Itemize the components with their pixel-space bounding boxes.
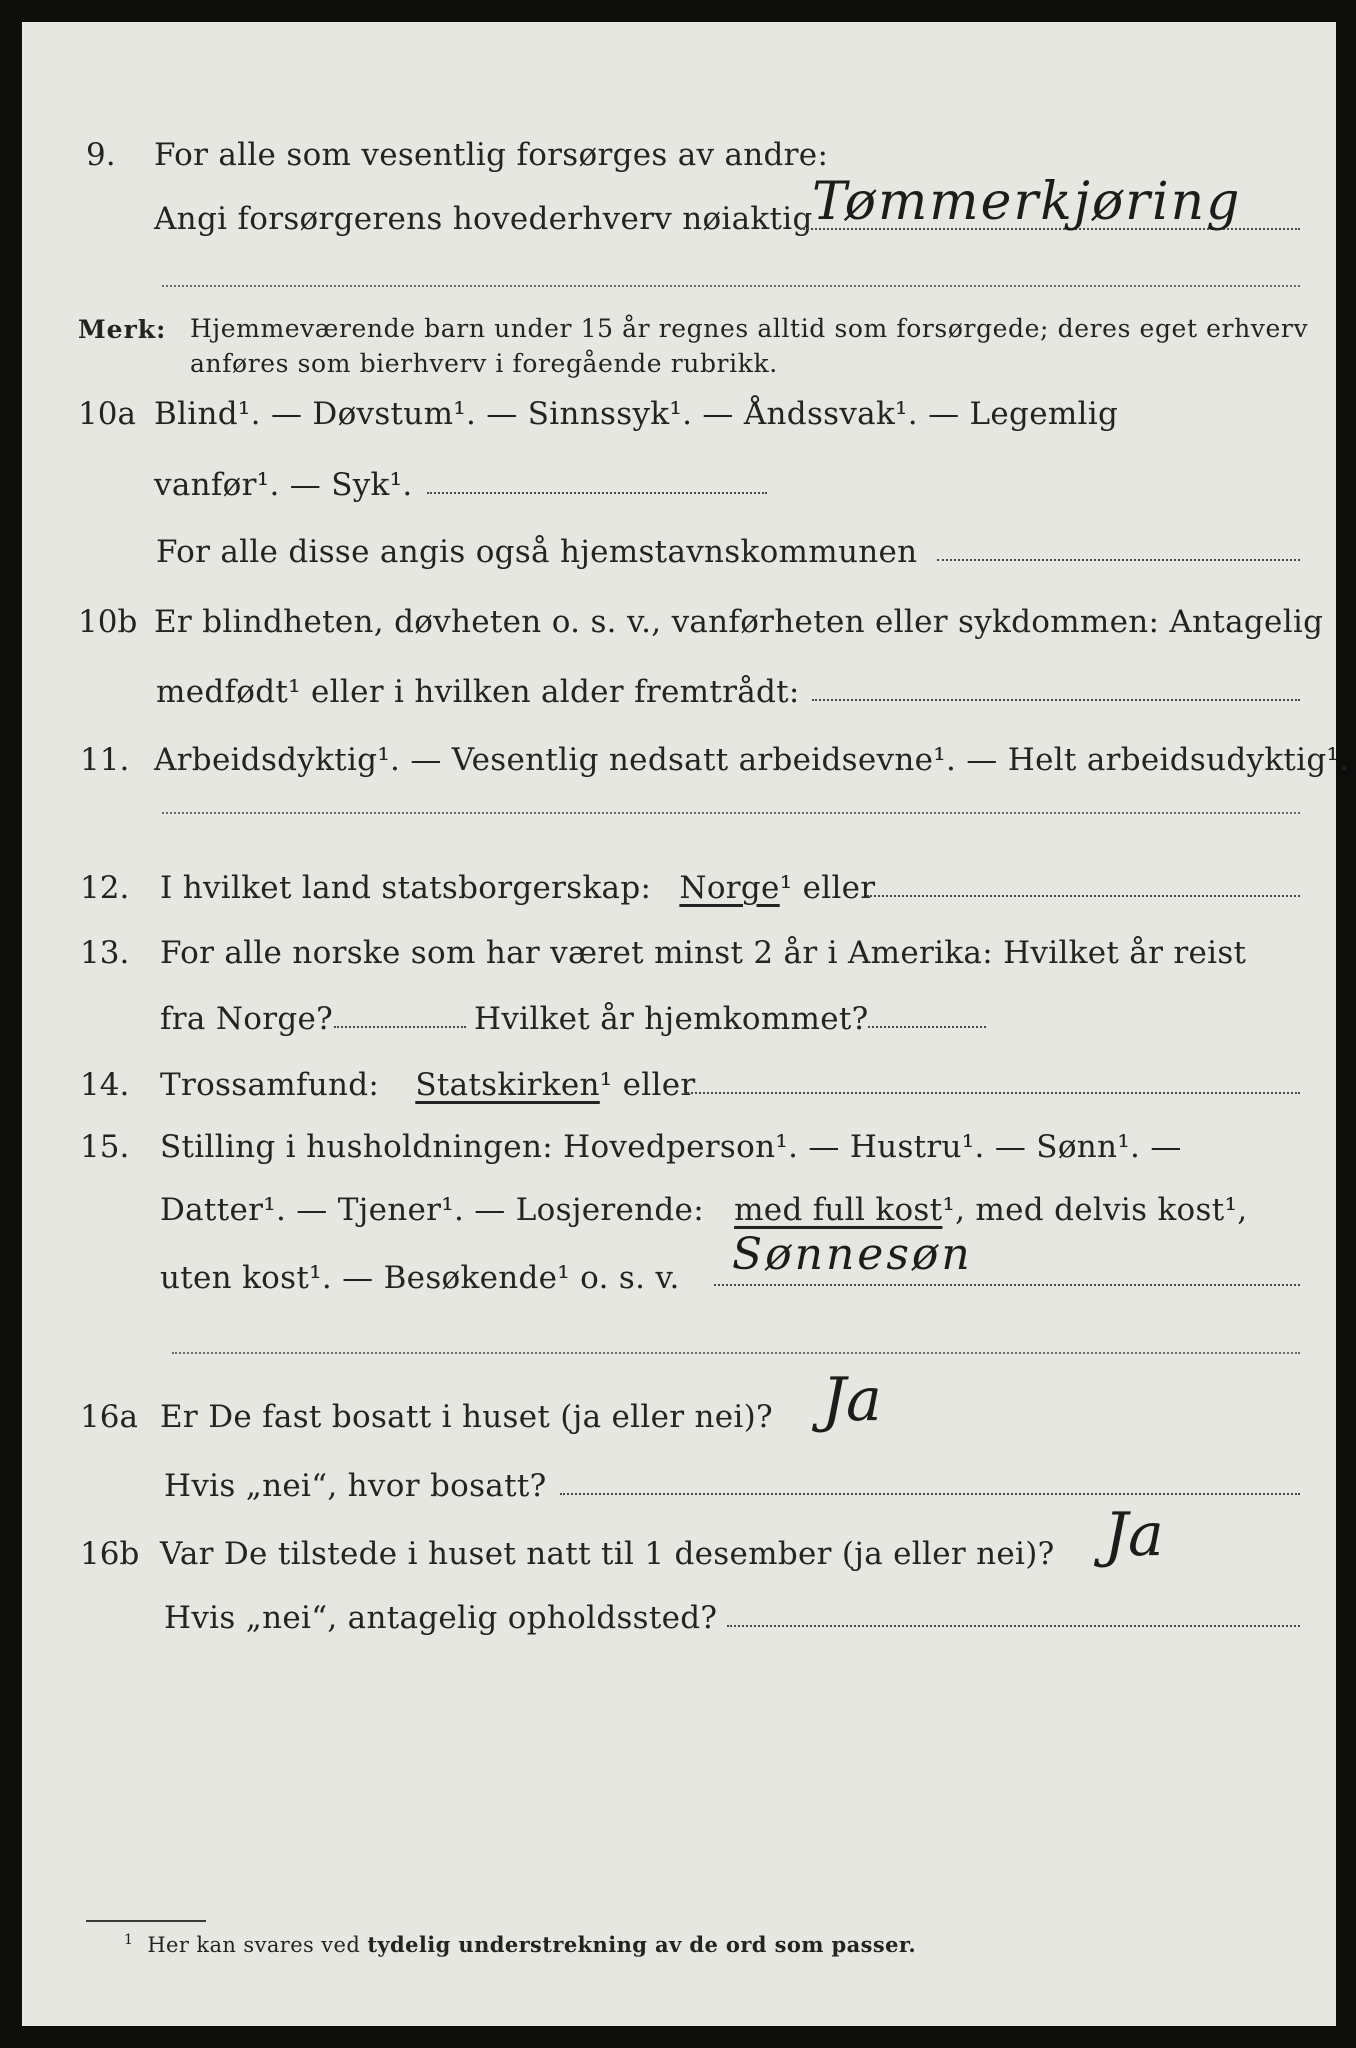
- q10a-line1: Blind¹. — Døvstum¹. — Sinnssyk¹. — Åndssvak¹. — Legemlig: [154, 396, 1119, 432]
- footnote-marker: 1: [124, 1932, 134, 1948]
- q16a-number: 16a: [80, 1399, 138, 1435]
- q13-reist-line: [334, 1026, 466, 1028]
- q16b-line1: Var De tilstede i huset natt til 1 desember (ja eller nei)?: [160, 1536, 1055, 1572]
- q15-answer-line: [714, 1284, 1300, 1286]
- q16b-number: 16b: [80, 1536, 140, 1572]
- q14-underlined-statskirken: Statskirken: [415, 1067, 600, 1103]
- q15-line2-end: ¹, med delvis kost¹,: [942, 1192, 1248, 1228]
- q14-tail: ¹ eller: [599, 1067, 696, 1103]
- q10a-syk-line: [427, 492, 767, 494]
- merk-label: Merk:: [78, 315, 167, 344]
- q10a-line3: For alle disse angis også hjemstavnskommunen: [156, 534, 918, 570]
- q13-number: 13.: [80, 935, 130, 971]
- q13-line2a: fra Norge?: [160, 1001, 334, 1037]
- footnote-bold-text: tydelig understrekning av de ord som passer.: [367, 1932, 917, 1957]
- q11-line1: Arbeidsdyktig¹. — Vesentlig nedsatt arbeidsevne¹. — Helt arbeidsudyktig¹.: [154, 742, 1350, 778]
- footnote-plain-text: Her kan svares ved: [147, 1933, 361, 1957]
- q11-continuation-line: [162, 812, 1300, 814]
- q12-question: I hvilket land statsborgerskap:: [160, 870, 652, 906]
- q12-tail: ¹ eller: [779, 870, 876, 906]
- q10a-line2: vanfør¹. — Syk¹.: [154, 467, 413, 503]
- q12-line1: [160, 868, 875, 908]
- merk-line1: Hjemmeværende barn under 15 år regnes alltid som forsørgede; deres eget erhverv: [190, 314, 1309, 343]
- q9-line2: Angi forsørgerens hovederhverv nøiaktig: [154, 201, 813, 237]
- q16a-handwritten-answer: Ja: [822, 1365, 882, 1435]
- q15-line3: uten kost¹. — Besøkende¹ o. s. v.: [160, 1260, 680, 1296]
- q13-hjemkommet-line: [868, 1026, 986, 1028]
- footnote: [124, 1932, 916, 1957]
- q10a-kommune-line: [937, 559, 1300, 561]
- q16a-line1: Er De fast bosatt i huset (ja eller nei)?: [160, 1399, 773, 1435]
- q16b-handwritten-answer: Ja: [1104, 1500, 1164, 1570]
- q16b-opholdssted-line: [727, 1625, 1300, 1627]
- q14-question: Trossamfund:: [160, 1067, 380, 1103]
- q10b-line1: Er blindheten, døvheten o. s. v., vanførheten eller sykdommen: Antagelig: [154, 604, 1324, 640]
- q15-line1: Stilling i husholdningen: Hovedperson¹. — Hustru¹. — Sønn¹. —: [160, 1129, 1182, 1165]
- q9-line1: For alle som vesentlig forsørges av andre:: [154, 137, 829, 173]
- q15-continuation-line: [172, 1352, 1300, 1354]
- q16a-bosatt-line: [560, 1493, 1300, 1495]
- q15-line2-start: Datter¹. — Tjener¹. — Losjerende:: [160, 1192, 704, 1228]
- q15-line2: [160, 1190, 1247, 1230]
- q14-line1: [160, 1065, 696, 1105]
- census-form-page: [22, 22, 1350, 2026]
- q12-underlined-norge: Norge: [679, 870, 780, 906]
- q9-continuation-line: [162, 285, 1300, 287]
- q15-number: 15.: [80, 1129, 130, 1165]
- q10b-answer-line: [812, 699, 1300, 701]
- q10a-number: 10a: [78, 396, 136, 432]
- q15-underlined-full-kost: med full kost: [734, 1192, 943, 1228]
- q14-answer-line: [684, 1092, 1300, 1094]
- footnote-rule: [86, 1920, 206, 1922]
- q10b-line2: medfødt¹ eller i hvilken alder fremtrådt:: [156, 674, 800, 710]
- q12-number: 12.: [80, 870, 130, 906]
- q9-number: 9.: [86, 137, 116, 173]
- q16a-line2: Hvis „nei“, hvor bosatt?: [164, 1468, 547, 1504]
- q12-answer-line: [867, 895, 1300, 897]
- q14-number: 14.: [80, 1067, 130, 1103]
- q15-handwritten-answer: Sønnesøn: [732, 1229, 973, 1280]
- q13-line1: For alle norske som har været minst 2 år i Amerika: Hvilket år reist: [160, 935, 1247, 971]
- merk-line2: anføres som bierhverv i foregående rubrikk.: [190, 349, 778, 378]
- q16b-line2: Hvis „nei“, antagelig opholdssted?: [164, 1600, 718, 1636]
- q13-line2b: Hvilket år hjemkommet?: [474, 1001, 869, 1037]
- q11-number: 11.: [80, 742, 130, 778]
- q10b-number: 10b: [78, 604, 138, 640]
- q9-handwritten-answer: Tømmerkjøring: [812, 172, 1242, 232]
